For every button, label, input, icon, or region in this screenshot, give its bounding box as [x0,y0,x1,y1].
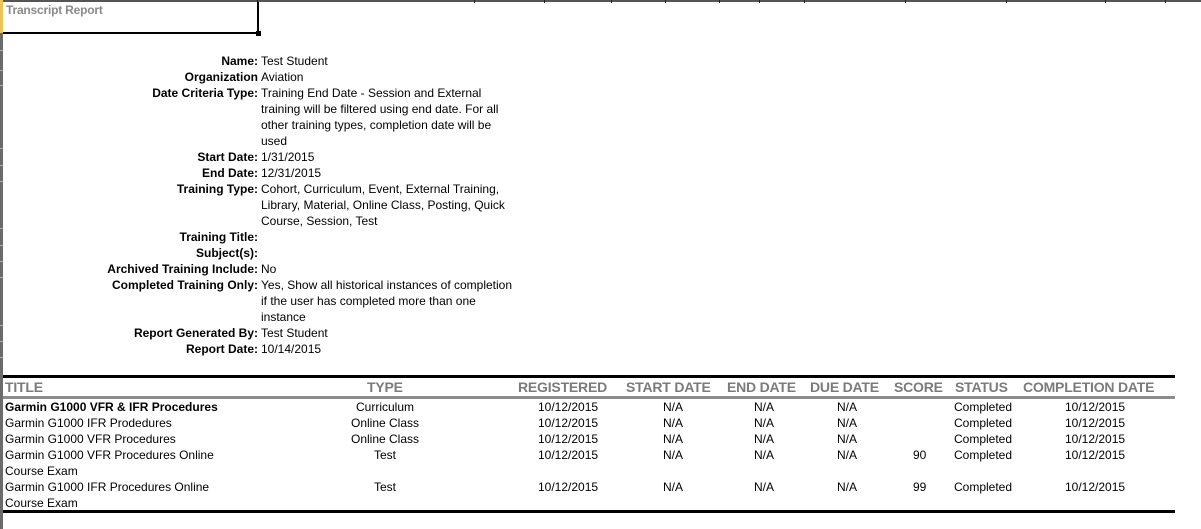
table-top-border [3,375,1175,378]
cell-score: 90 [913,448,927,462]
header-due-date[interactable]: DUE DATE [810,379,879,395]
header-title[interactable]: TITLE [5,379,43,395]
row-divider [0,245,3,246]
param-value: Training End Date - Session and External training will be filtered using end date. For all other training types, completion date will be used [261,86,499,148]
header-completion-date[interactable]: COMPLETION DATE [1023,379,1155,395]
param-label: Start Date: [197,150,258,164]
param-value: Yes, Show all historical instances of completion if the user has completed more than one instance [261,278,513,324]
cell-completion-date: 10/12/2015 [1065,480,1126,494]
column-divider [804,0,805,3]
param-label: End Date: [201,166,258,180]
cell-type: Test [373,448,396,462]
param-value: Test Student [261,54,328,68]
header-registered[interactable]: REGISTERED [518,379,608,395]
header-type[interactable]: TYPE [367,379,403,395]
param-label: Completed Training Only: [111,278,258,292]
param-value: No [261,262,277,276]
cell-due-date: N/A [836,448,857,462]
cell-title: Garmin G1000 VFR Procedures Online [5,448,214,462]
param-label: Date Criteria Type: [152,86,258,100]
cell-end-date: N/A [753,416,774,430]
column-divider [474,0,475,3]
param-label: Report Generated By: [133,326,258,340]
header-status[interactable]: STATUS [955,379,1008,395]
column-divider [1006,0,1007,3]
fill-handle[interactable] [256,31,261,36]
column-divider [611,0,612,3]
row-divider [0,50,3,51]
row-divider [0,277,3,278]
cell-status: Completed [954,448,1013,462]
column-divider [905,0,906,3]
cell-type: Curriculum [355,400,414,414]
cell-title-continued: Course Exam [5,464,78,478]
param-label: Organization [184,70,258,84]
row-divider [0,325,3,326]
cell-title: Garmin G1000 IFR Procedures Online [5,480,210,494]
cell-due-date: N/A [836,432,857,446]
row-divider [0,148,3,149]
column-divider [1165,0,1166,3]
cell-end-date: N/A [753,448,774,462]
cell-due-date: N/A [836,416,857,430]
cell-status: Completed [954,400,1013,414]
cell-start-date: N/A [662,448,683,462]
cell-due-date: N/A [836,480,857,494]
param-value: 10/14/2015 [261,342,322,356]
cell-title-continued: Course Exam [5,496,78,510]
cell-registered: 10/12/2015 [538,480,599,494]
cell-start-date: N/A [662,432,683,446]
column-divider [665,0,666,3]
cell-registered: 10/12/2015 [538,400,599,414]
cell-due-date: N/A [836,400,857,414]
row-divider [0,165,3,166]
cell-completion-date: 10/12/2015 [1065,400,1126,414]
param-value: Aviation [261,70,304,84]
row-divider [0,85,3,86]
cell-registered: 10/12/2015 [538,448,599,462]
cell-type: Online Class [350,432,420,446]
cell-title: Garmin G1000 VFR & IFR Procedures [5,400,218,414]
report-title: Transcript Report [6,3,103,17]
cell-start-date: N/A [662,480,683,494]
report-title-cell[interactable] [3,2,259,34]
cell-status: Completed [954,416,1013,430]
cell-type: Test [373,480,396,494]
row-header-gutter[interactable] [0,0,3,529]
param-label: Training Title: [179,230,258,244]
cell-type: Online Class [350,416,420,430]
column-divider [544,0,545,3]
row-divider [0,181,3,182]
cell-completion-date: 10/12/2015 [1065,432,1126,446]
cell-completion-date: 10/12/2015 [1065,448,1126,462]
cell-title: Garmin G1000 IFR Prodedures [5,416,172,430]
column-divider [759,0,760,3]
row-divider [0,70,3,71]
column-divider [1105,0,1106,3]
table-bottom-border [3,510,1175,513]
param-label: Report Date: [185,342,258,356]
cell-status: Completed [954,480,1013,494]
header-score[interactable]: SCORE [894,379,943,395]
header-end-date[interactable]: END DATE [727,379,796,395]
cell-title: Garmin G1000 VFR Procedures [5,432,176,446]
cell-end-date: N/A [753,432,774,446]
param-value: Cohort, Curriculum, Event, External Training, Library, Material, Online Class, Posting, Quick Course, Session, Test [261,182,505,228]
param-value: 12/31/2015 [261,166,322,180]
cell-score: 99 [913,480,927,494]
param-value: 1/31/2015 [261,150,315,164]
cell-registered: 10/12/2015 [538,432,599,446]
cell-start-date: N/A [662,400,683,414]
cell-completion-date: 10/12/2015 [1065,416,1126,430]
row-divider [0,357,3,358]
cell-registered: 10/12/2015 [538,416,599,430]
cell-end-date: N/A [753,400,774,414]
cell-end-date: N/A [753,480,774,494]
column-divider [719,0,720,3]
row-divider [0,341,3,342]
row-divider [0,228,3,229]
param-label: Name: [221,54,258,68]
cell-status: Completed [954,432,1013,446]
header-start-date[interactable]: START DATE [626,379,711,395]
cell-start-date: N/A [662,416,683,430]
param-label: Training Type: [176,182,258,196]
row-divider [0,261,3,262]
param-label: Archived Training Include: [107,262,258,276]
param-label: Subject(s): [195,246,258,260]
param-value: Test Student [261,326,328,340]
